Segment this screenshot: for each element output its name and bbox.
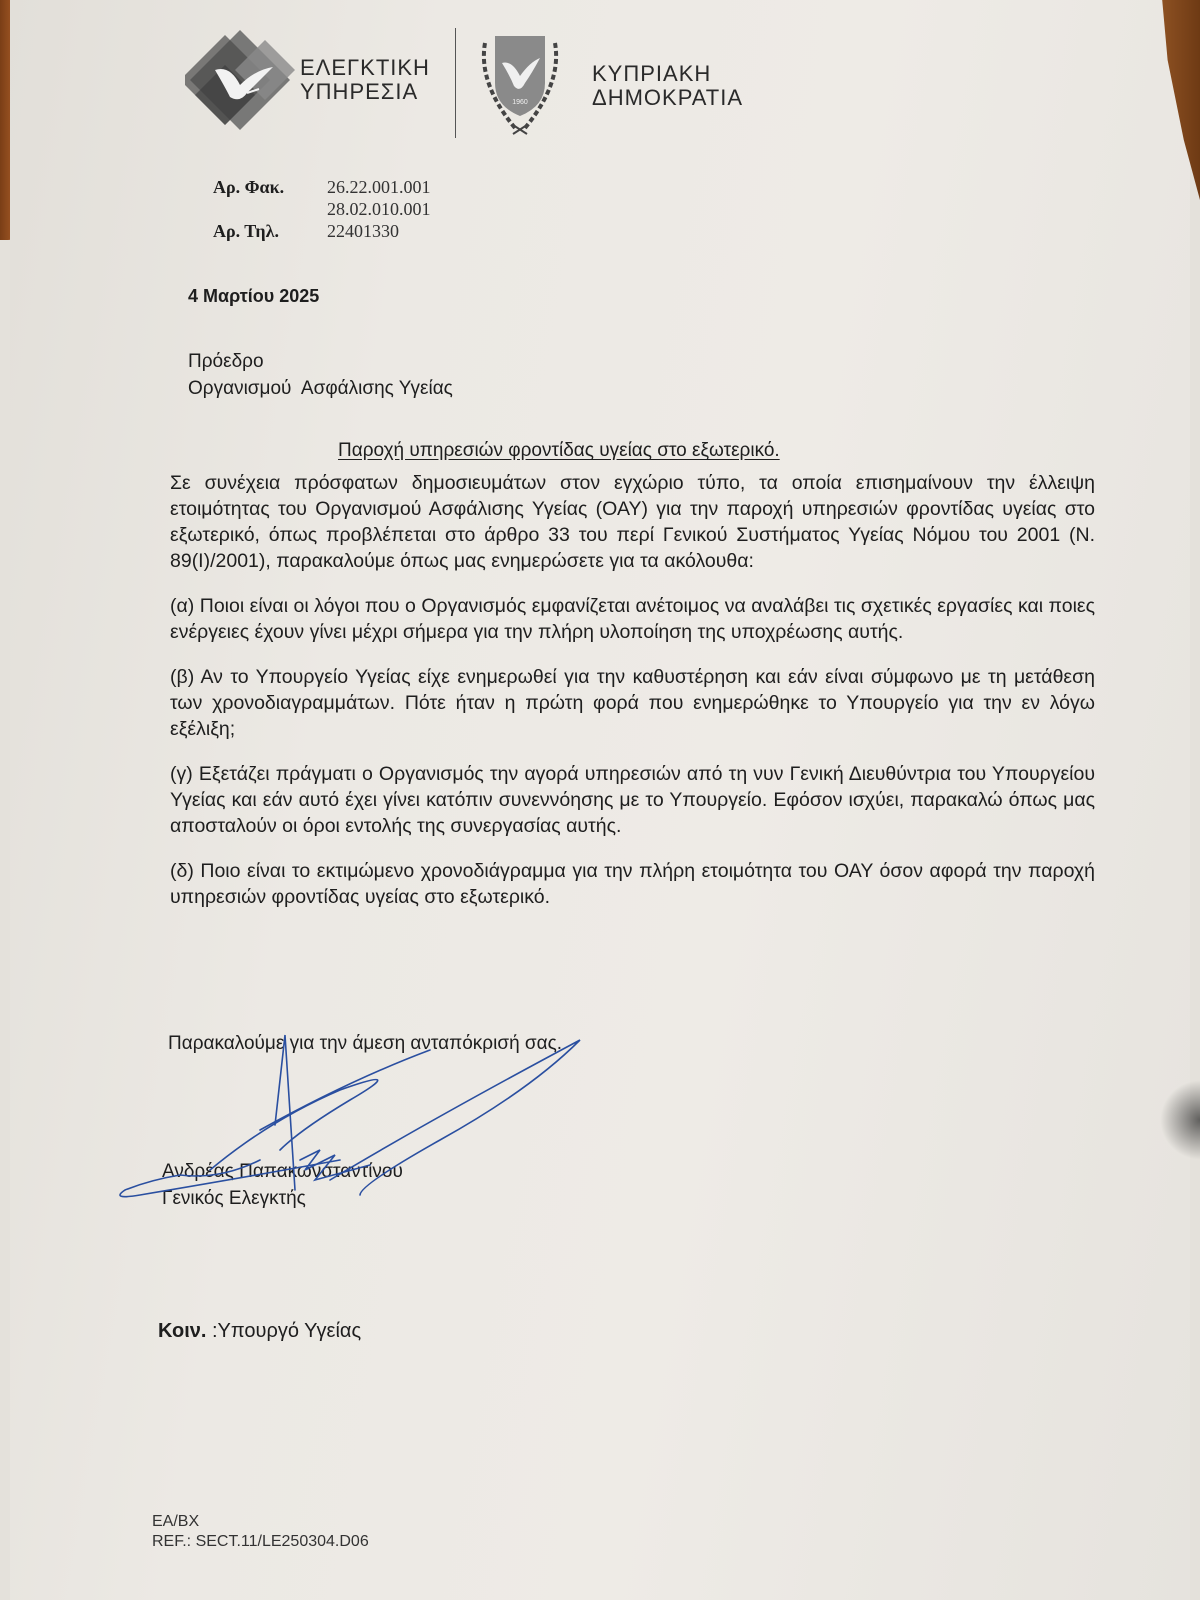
document-reference: REF.: SECT.11/LE250304.D06 [152, 1533, 369, 1550]
question-item: (α) Ποιοι είναι οι λόγοι που ο Οργανισμός εμφανίζεται ανέτοιμος να αναλάβει τις σχετικές εργασίες και ποιες ενέργειες έχουν γίνει μέχρι σήμερα για την πλήρη υλοποίηση της υποχρέωσης αυτής. [170, 595, 1095, 643]
question-item: (β) Αν το Υπουργείο Υγείας είχε ενημερωθεί για την καθυστέρηση και εάν είναι σύμφωνο με τη μετάθεση των χρονοδιαγραμμάτων. Πότε ήταν η πρώτη φορά που ενημερώθηκε το Υπουργείο για την εν λόγω εξέλιξη; [170, 666, 1095, 740]
copy-to-label: Κοιν. [158, 1320, 207, 1342]
closing-line: Παρακαλούμε για την άμεση ανταπόκρισή σας. [168, 1033, 563, 1054]
republic-name [592, 62, 743, 110]
org-name-line: ΚΥΠΡΙΑΚΗ [592, 61, 712, 86]
file-number: 26.22.001.001 [327, 177, 431, 197]
org-name-line: ΥΠΗΡΕΣΙΑ [300, 79, 419, 104]
file-number: 28.02.010.001 [327, 199, 431, 219]
copy-to [158, 1320, 361, 1343]
reference-block [213, 176, 431, 242]
audit-office-logo-icon [185, 25, 295, 135]
shadow [1160, 1080, 1200, 1160]
signer-title: Γενικός Ελεγκτής [162, 1188, 306, 1209]
phone-number: 22401330 [327, 221, 399, 241]
letter-subject: Παροχή υπηρεσιών φροντίδας υγείας στο εξωτερικό. [338, 440, 780, 461]
question-item: (δ) Ποιο είναι το εκτιμώμενο χρονοδιάγραμμα για την πλήρη ετοιμότητα του ΟΑΥ όσον αφορά την παροχή υπηρεσιών φροντίδας υγείας στο εξωτερικό. [170, 860, 1095, 908]
recipient-title: Πρόεδρο [188, 351, 264, 372]
letter-body [170, 470, 1095, 929]
cyprus-coat-of-arms-icon [470, 28, 570, 138]
recipient-block [188, 348, 453, 402]
footer-reference [152, 1512, 369, 1552]
question-item: (γ) Εξετάζει πράγματι ο Οργανισμός την αγορά υπηρεσιών από τη νυν Γενική Διευθύντρια του Υπουργείου Υγείας και εάν αυτό έχει γίνει κατόπιν συνεννόησης με το Υπουργείο. Εφόσον ισχύει, παρακαλώ όπως μας αποσταλούν οι όροι εντολής της συνεργασίας αυτής. [170, 763, 1095, 837]
initials: ΕΑ/ΒΧ [152, 1513, 200, 1530]
signer-block [162, 1158, 403, 1212]
recipient-organization: Οργανισμού Ασφάλισης Υγείας [188, 378, 453, 399]
copy-to-recipient: :Υπουργό Υγείας [206, 1320, 362, 1342]
file-number-label: Αρ. Φακ. [213, 177, 285, 197]
org-name-line: ΕΛΕΓΚΤΙΚΗ [300, 55, 430, 80]
signer-name: Ανδρέας Παπακωνσταντίνου [162, 1161, 403, 1182]
phone-label: Αρ. Τηλ. [213, 221, 279, 241]
letter-date: 4 Μαρτίου 2025 [188, 286, 320, 306]
org-name-line: ΔΗΜΟΚΡΑΤΙΑ [592, 85, 744, 110]
intro-paragraph: Σε συνέχεια πρόσφατων δημοσιευμάτων στον εγχώριο τύπο, τα οποία επισημαίνουν την έλλειψη ετοιμότητας του Οργανισμού Ασφάλισης Υγείας (ΟΑΥ) για την παροχή υπηρεσιών φροντίδας υγείας στο εξωτερικό, όπως προβλέπεται στο άρθρο 33 του περί Γενικού Συστήματος Υγείας Νόμου του 2001 (Ν. 89(Ι)/2001), παρακαλούμε όπως μας ενημερώσετε για τα ακόλουθα: [170, 472, 1095, 572]
header-divider [455, 28, 456, 138]
spacer [213, 198, 327, 220]
seal-year: 1960 [512, 99, 528, 106]
audit-office-name [300, 56, 430, 104]
